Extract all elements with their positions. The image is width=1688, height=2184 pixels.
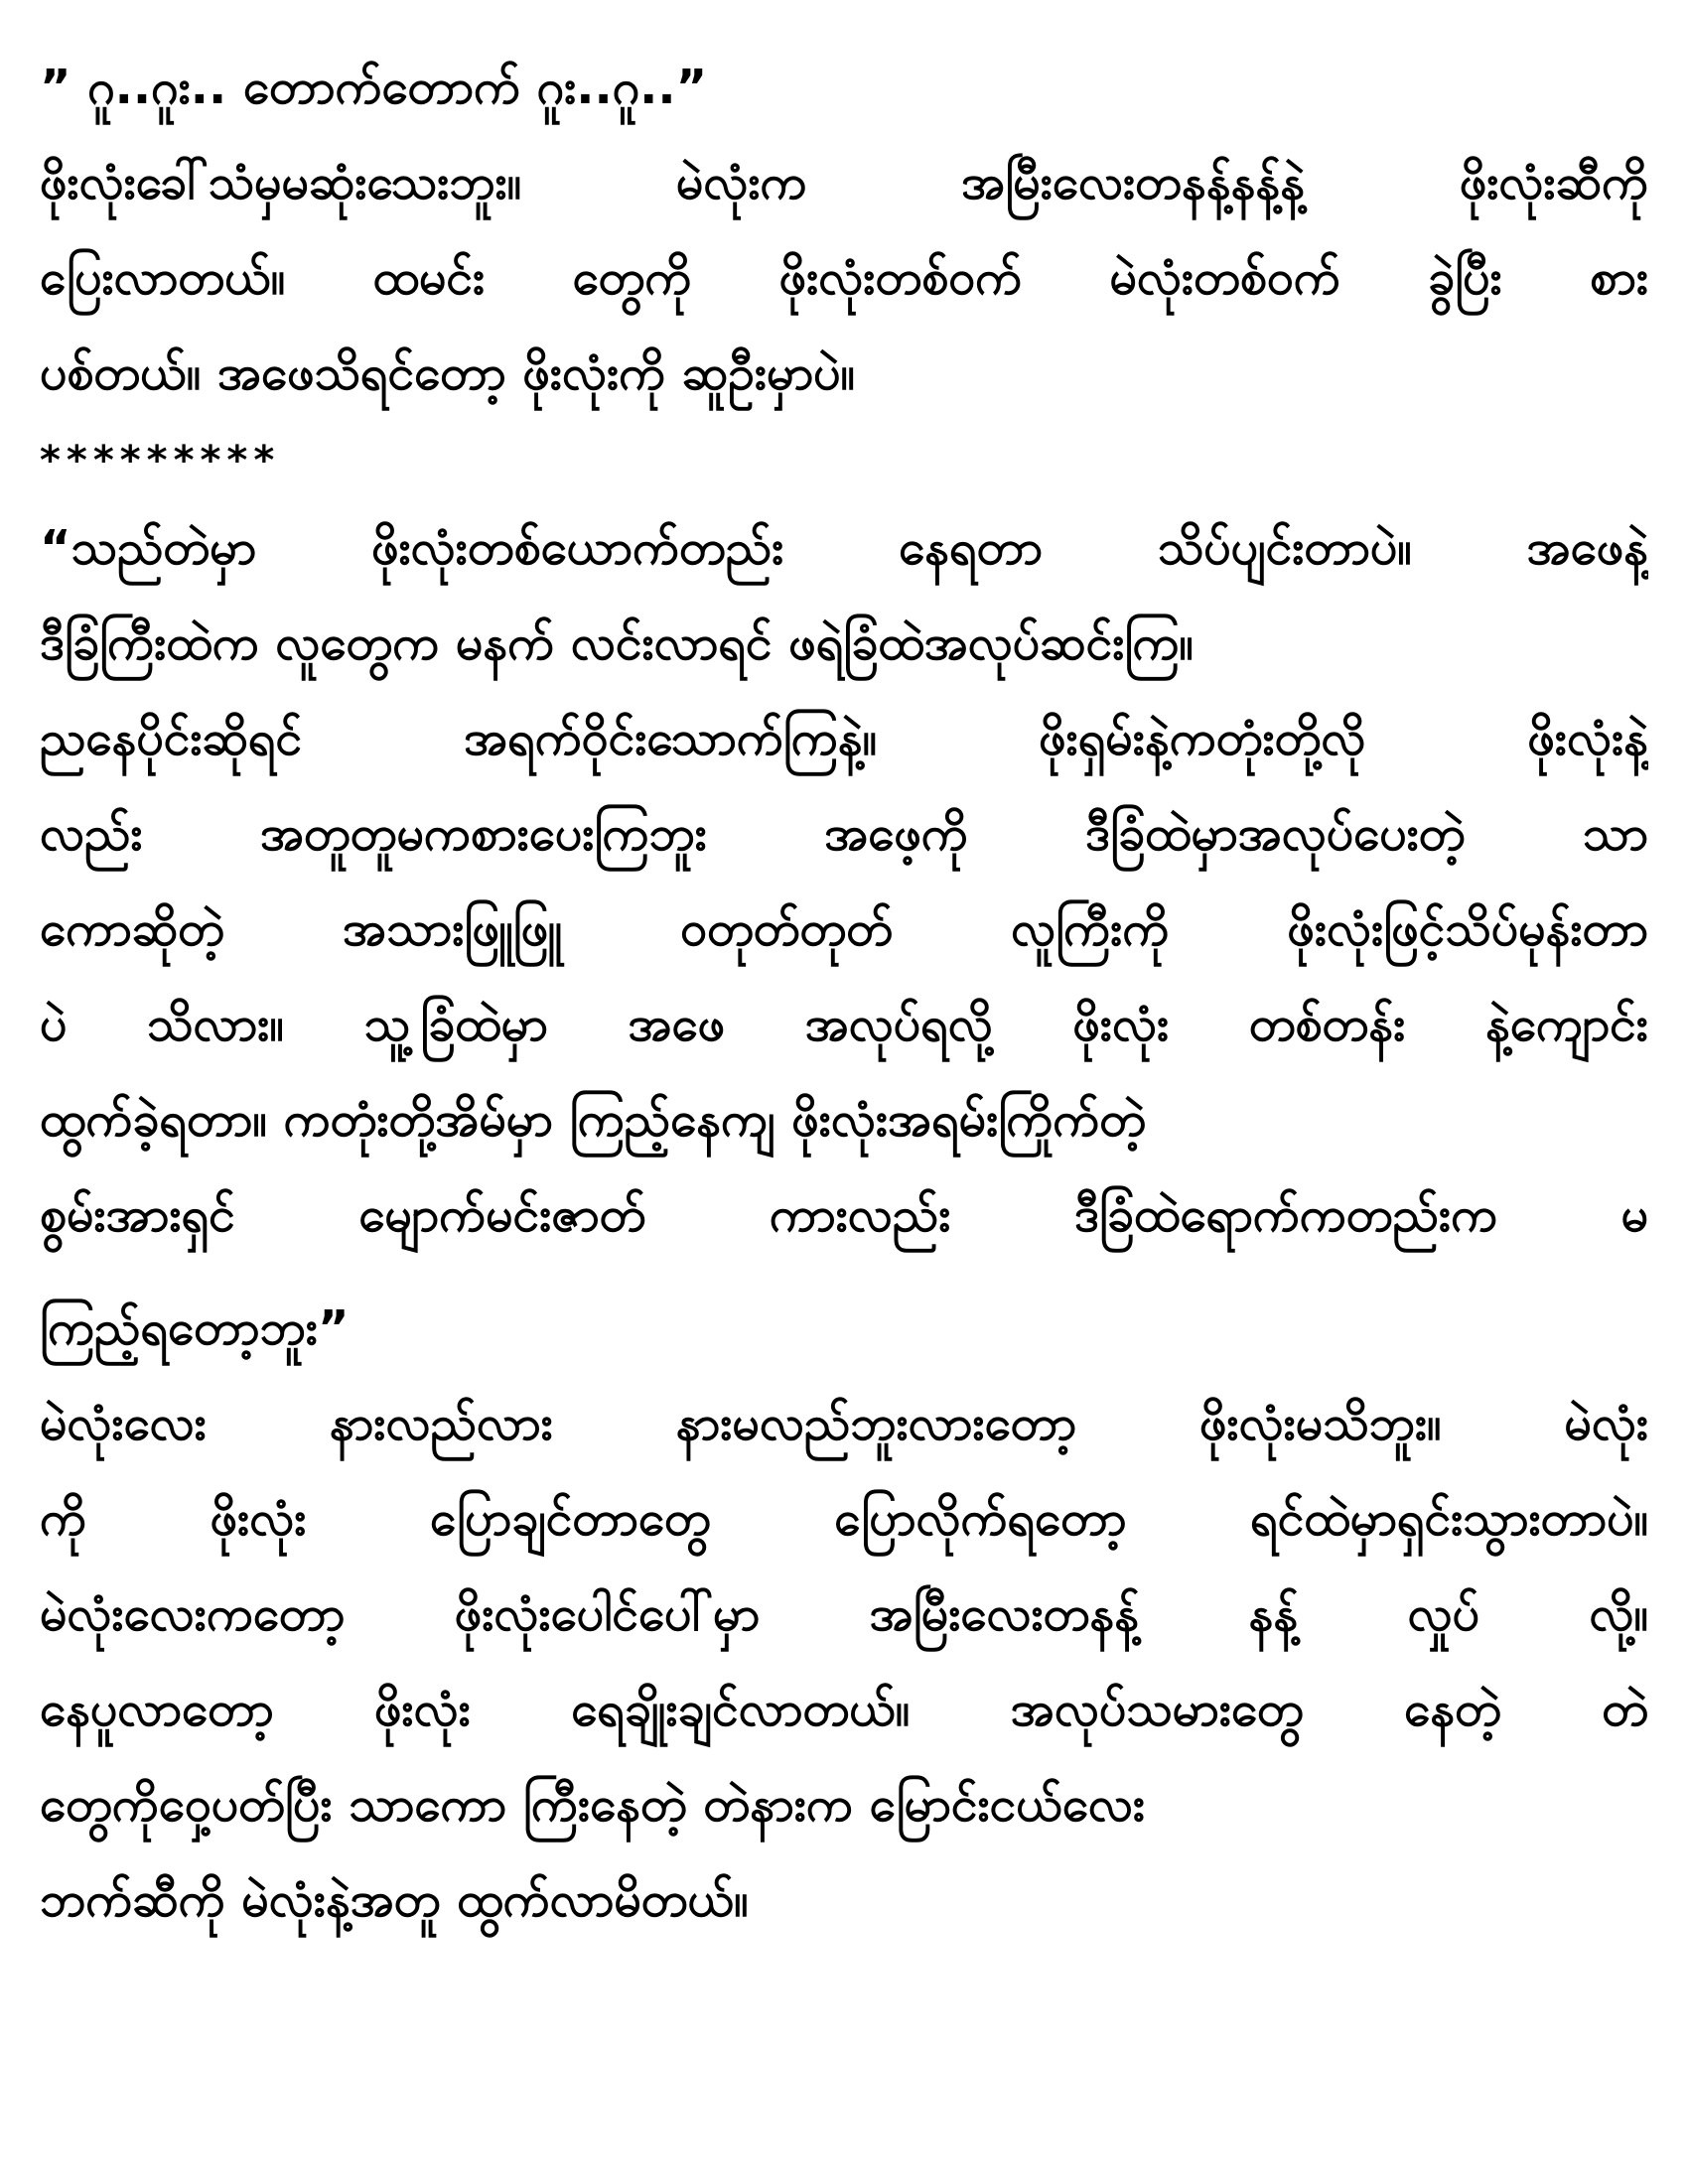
paragraph-2-line: ကောဆိုတဲ့ အသားဖြူဖြူ ဝတုတ်တုတ် လူကြီးကို ဖိုးလုံးဖြင့်သိပ်မုန်းတာ <box>40 901 1648 957</box>
paragraph-2-line: လည်း အတူတူမကစားပေးကြဘူး အဖေ့ကို ဒီခြံထဲမှာအလုပ်ပေးတဲ့ သာ <box>40 806 1648 862</box>
paragraph-2-line: စွမ်းအားရှင် မျောက်မင်းဇာတ် ကားလည်း ဒီခြံထဲရောက်ကတည်းက မ <box>40 1187 1648 1243</box>
document-page <box>40 40 1648 2144</box>
paragraph-1-line: ပစ်တယ်။ အဖေသိရင်တော့ ဖိုးလုံးကို ဆူဦးမှာပဲ။ <box>40 345 856 401</box>
paragraph-3-line: မဲလုံးလေး နားလည်လား နားမလည်ဘူးလားတော့ ဖိုးလုံးမသိဘူး။ မဲလုံး <box>40 1396 1648 1451</box>
paragraph-3-line: မဲလုံးလေးကတော့ ဖိုးလုံးပေါင်ပေါ်မှာ အမြီးလေးတနန့် နန့် လှုပ် လို့။ <box>40 1586 1648 1642</box>
paragraph-1 <box>40 135 1648 421</box>
paragraph-2-line: “သည်တဲမှာ ဖိုးလုံးတစ်ယောက်တည်း နေရတာ သိပ်ပျင်းတာပဲ။ အဖေနဲ့ <box>40 520 1648 576</box>
paragraph-2-line: ထွက်ခဲ့ရတာ။ ကတုံးတို့အိမ်မှာ ကြည့်နေကျ ဖိုးလုံးအရမ်းကြိုက်တဲ့ <box>40 1092 1147 1148</box>
paragraph-1-line: ဖိုးလုံးခေါ်သံမှမဆုံးသေးဘူး။ မဲလုံးက အမြီးလေးတနန့်နန့်နဲ့ ဖိုးလုံးဆီကို <box>40 155 1648 210</box>
paragraph-1-line: ပြေးလာတယ်။ ထမင်း တွေကို ဖိုးလုံးတစ်ဝက် မဲလုံးတစ်ဝက် ခွဲပြီး စား <box>40 250 1648 306</box>
section-separator: ********* <box>40 438 281 483</box>
paragraph-2-line: ပဲ သိလား။ သူ့ခြံထဲမှာ အဖေ အလုပ်ရလို့ ဖိုးလုံး တစ်တန်း နဲ့ကျောင်း <box>40 997 1648 1052</box>
paragraph-3-line: ဘက်ဆီကို မဲလုံးနဲ့အတူ ထွက်လာမိတယ်။ <box>40 1872 749 1928</box>
paragraph-2-line: ဒီခြံကြီးထဲက လူတွေက မနက် လင်းလာရင် ဖရဲခြံထဲအလုပ်ဆင်းကြ။ <box>40 615 1194 671</box>
paragraph-3-line: တွေကိုဝှေ့ပတ်ပြီး သာကော ကြီးနေတဲ့ တဲနားက မြောင်းငယ်လေး <box>40 1777 1146 1833</box>
paragraph-2-line: ကြည့်ရတော့ဘူး” <box>40 1300 350 1356</box>
paragraph-3-line: ကို ဖိုးလုံး ပြောချင်တာတွေ ပြောလိုက်ရတော့ ရင်ထဲမှာရှင်းသွားတာပဲ။ <box>40 1491 1648 1547</box>
paragraph-2-line: ညနေပိုင်းဆိုရင် အရက်ဝိုင်းသောက်ကြနဲ့။ ဖိုးရှမ်းနဲ့ကတုံးတို့လို ဖိုးလုံးနဲ့ <box>40 711 1648 766</box>
paragraph-3 <box>40 1376 1648 1948</box>
paragraph-3-line: နေပူလာတော့ ဖိုးလုံး ရေချိုးချင်လာတယ်။ အလုပ်သမားတွေ နေတဲ့ တဲ <box>40 1682 1648 1737</box>
paragraph-2 <box>40 500 1648 1376</box>
opening-quote: ” ဂူ..ဂူး.. တောက်တောက် ဂူး..ဂူ..” <box>40 60 708 115</box>
